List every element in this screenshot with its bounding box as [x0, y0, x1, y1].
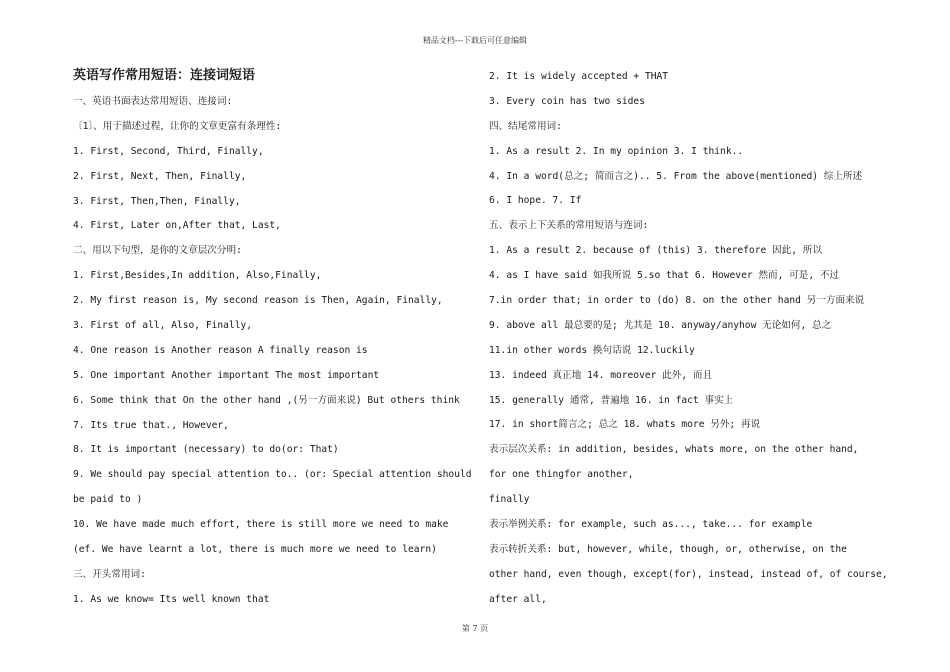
- text-line: 表示举例关系: for example, such as..., take... for example: [489, 519, 813, 531]
- text-line: 1. As a result 2. In my opinion 3. I think..: [489, 145, 744, 157]
- text-line: 5. One important Another important The most important: [73, 369, 380, 381]
- text-line: 2. First, Next, Then, Finally,: [73, 170, 247, 182]
- text-line: 10. We have made much effort, there is still more we need to make: [73, 519, 449, 531]
- text-line: 五、表示上下关系的常用短语与连词:: [489, 220, 649, 232]
- text-line: 四、结尾常用词:: [489, 120, 562, 132]
- text-line: 表示转折关系: but, however, while, though, or, otherwise, on the: [489, 543, 847, 555]
- right-column: [489, 65, 889, 613]
- text-line: after all,: [489, 593, 547, 605]
- text-line: 17. in short简言之; 总之 18. whats more 另外; 再说: [489, 419, 761, 431]
- text-line: finally: [489, 494, 530, 506]
- left-column: [73, 65, 473, 613]
- text-line: 3. First, Then,Then, Finally,: [73, 195, 241, 207]
- text-line: 1. As a result 2. because of (this) 3. therefore 因此, 所以: [489, 245, 822, 257]
- text-line: for one thingfor another,: [489, 469, 634, 481]
- text-line: 4. as I have said 如我所说 5.so that 6. However 然而, 可是, 不过: [489, 270, 840, 282]
- text-line: 11.in other words 换句话说 12.luckily: [489, 344, 695, 356]
- text-line: 1. First,Besides,In addition, Also,Finally,: [73, 270, 322, 282]
- text-line: 4. One reason is Another reason A finally reason is: [73, 344, 368, 356]
- text-line: other hand, even though, except(for), instead, instead of, of course,: [489, 568, 888, 580]
- text-line: 3. Every coin has two sides: [489, 95, 645, 107]
- text-line: 1. As we know= Its well known that: [73, 593, 270, 605]
- text-line: 3. First of all, Also, Finally,: [73, 320, 253, 332]
- text-line: 2. It is widely accepted + THAT: [489, 71, 669, 82]
- text-line: 8. It is important (necessary) to do(or: That): [73, 444, 339, 456]
- text-line: 2. My first reason is, My second reason is Then, Again, Finally,: [73, 295, 443, 307]
- text-line: 4. In a word(总之; 简而言之).. 5. From the above(mentioned) 综上所述: [489, 170, 863, 182]
- text-line: 7. Its true that., However,: [73, 419, 229, 431]
- document-title: 英语写作常用短语：连接词短语: [73, 68, 256, 83]
- text-line: 9. We should pay special attention to.. (or: Special attention should: [73, 469, 472, 481]
- text-line: 〔1〕、用于描述过程，让你的文章更富有条理性:: [73, 120, 282, 132]
- text-line: be paid to ): [73, 494, 143, 506]
- text-line: 4. First, Later on,After that, Last,: [73, 220, 281, 232]
- text-line: 一、英语书面表达常用短语、连接词:: [73, 96, 233, 107]
- text-line: 13. indeed 真正地 14. moreover 此外, 而且: [489, 369, 713, 381]
- text-line: 15. generally 通常, 普遍地 16. in fact 事实上: [489, 394, 734, 406]
- text-line: 7.in order that; in order to (do) 8. on the other hand 另一方面来说: [489, 295, 865, 307]
- text-line: 6. I hope. 7. If: [489, 195, 582, 207]
- page-header: 精品文档---下载后可任意编辑: [422, 36, 528, 45]
- text-line: 三、开头常用词:: [73, 568, 146, 580]
- text-line: (ef. We have learnt a lot, there is much more we need to learn): [73, 544, 437, 556]
- text-line: 6. Some think that On the other hand ,(另一方面来说) But others think: [73, 394, 460, 406]
- text-line: 1. First, Second, Third, Finally,: [73, 145, 264, 157]
- page-number: 第 7 页: [461, 624, 489, 633]
- text-line: 9. above all 最总要的是; 尤其是 10. anyway/anyhow 无论如何, 总之: [489, 319, 832, 331]
- text-line: 二、用以下句型，是你的文章层次分明:: [73, 245, 242, 257]
- text-line: 表示层次关系: in addition, besides, whats more, on the other hand,: [489, 444, 859, 456]
